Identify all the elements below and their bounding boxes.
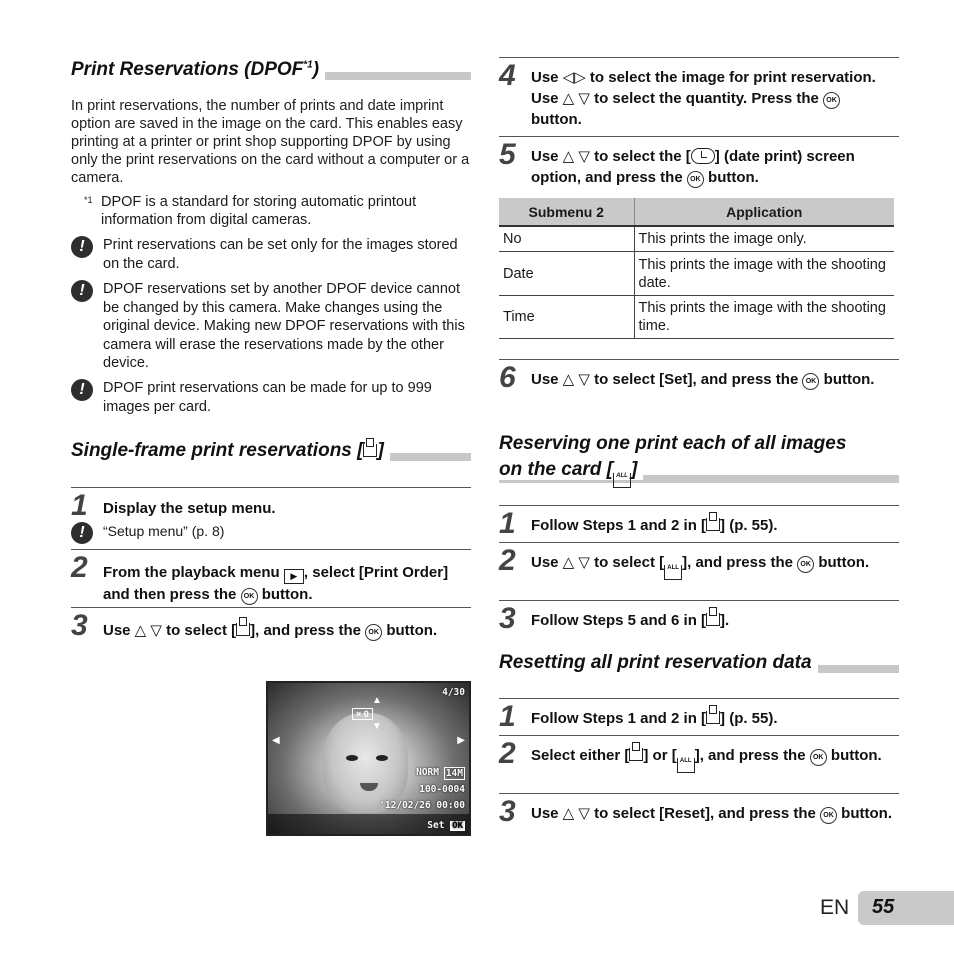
print-icon: [236, 623, 250, 636]
caution-icon: !: [71, 280, 93, 302]
print-icon: [363, 444, 377, 457]
page-number-tab: 55: [858, 891, 954, 925]
single-step-4: 4 Use ◁▷ to select the image for print reservation. Use △ ▽ to select the quantity. Press the OK button.: [499, 57, 899, 136]
play-icon: ▶: [284, 569, 304, 584]
up-arrow-icon: ▲: [372, 695, 382, 706]
left-arrow-icon: ◀: [272, 735, 280, 746]
reset-step-1: 1 Follow Steps 1 and 2 in [ ] (p. 55).: [499, 698, 899, 735]
intro-paragraph: In print reservations, the number of prints and date imprint option are saved in the image on the card. This enables easy printing at a printer or print shop supporting DPOF by using only the print reservations on the card without a computer or a camera.: [71, 98, 470, 186]
single-step-5: 5 Use △ ▽ to select the [ ] (date print) screen option, and press the OK button.: [499, 136, 899, 194]
table-row: Time This prints the image with the shooting time.: [499, 296, 894, 339]
step-number: 1: [499, 700, 516, 733]
print-all-icon: ALL: [677, 758, 695, 773]
step-number: 3: [71, 609, 88, 642]
step-number: 5: [499, 138, 516, 171]
step-number: 3: [499, 795, 516, 828]
ok-button-icon: OK: [802, 373, 819, 390]
image-counter: 4/30: [442, 687, 465, 698]
set-ok-label: Set OK: [427, 820, 463, 831]
heading-print-reservations: Print Reservations (DPOF$^{*1}$): [71, 53, 471, 83]
image-size: 14M: [445, 768, 463, 779]
step-number: 4: [499, 59, 516, 92]
print-quantity: × 0: [352, 708, 373, 720]
print-icon: [706, 518, 720, 531]
file-number: 100-0004: [419, 784, 465, 795]
ok-button-icon: OK: [365, 624, 382, 641]
ok-button-icon: OK: [810, 749, 827, 766]
down-arrow-icon: ▼: [372, 721, 382, 732]
quality-mode: NORM: [416, 767, 439, 778]
step-number: 3: [499, 602, 516, 635]
table-header: Application: [634, 198, 894, 226]
single-step-3: 3 Use △ ▽ to select [ ], and press the OK button.: [71, 607, 471, 667]
date-print-icon: [691, 148, 715, 164]
page-number: [820, 891, 954, 925]
caution-icon: !: [71, 379, 93, 401]
ok-button-icon: OK: [687, 171, 704, 188]
heading-all-images: Reserving one print each of all images on the card [ ALL ]: [499, 431, 899, 485]
print-icon: [629, 748, 643, 761]
reset-step-2: 2 Select either [ ] or [ ALL ], and press the OK button.: [499, 735, 899, 793]
print-icon: [706, 711, 720, 724]
table-row: No This prints the image only.: [499, 226, 894, 252]
print-icon: [706, 613, 720, 626]
footnote: *1 DPOF is a standard for storing automatic printout information from digital cameras.: [84, 194, 417, 228]
table-header-row: [499, 198, 894, 226]
single-step-1: 1 Display the setup menu. ! “Setup menu” (p. 8): [71, 487, 471, 549]
all-step-1: 1 Follow Steps 1 and 2 in [ ] (p. 55).: [499, 505, 899, 542]
step-number: 2: [71, 551, 88, 584]
print-all-icon: ALL: [664, 565, 682, 580]
step-number: 6: [499, 361, 516, 394]
submenu-table: [499, 198, 894, 339]
ok-button-icon: OK: [797, 556, 814, 573]
caution-icon: !: [71, 522, 93, 544]
reset-step-3: 3 Use △ ▽ to select [Reset], and press the OK button.: [499, 793, 899, 851]
ok-button-icon: OK: [823, 92, 840, 109]
step-number: 2: [499, 737, 516, 770]
all-step-3: 3 Follow Steps 5 and 6 in [ ].: [499, 600, 899, 638]
step-number: 2: [499, 544, 516, 577]
caution-icon: !: [71, 236, 93, 258]
right-arrow-icon: ▶: [457, 735, 465, 746]
table-row: Date This prints the image with the shooting date.: [499, 252, 894, 296]
ok-button-icon: OK: [241, 588, 258, 605]
step-number: 1: [71, 489, 88, 522]
single-step-2: 2 From the playback menu ▶ , select [Print Order] and then press the OK button.: [71, 549, 471, 607]
table-header: Submenu 2: [499, 198, 634, 226]
language-label: EN: [820, 896, 850, 919]
shooting-date: '12/02/26 00:00: [379, 800, 465, 811]
heading-reset: Resetting all print reservation data: [499, 650, 899, 676]
step-number: 1: [499, 507, 516, 540]
all-step-2: 2 Use △ ▽ to select [ ALL ], and press the OK button.: [499, 542, 899, 600]
heading-single-frame: Single-frame print reservations [ ]: [71, 438, 471, 464]
single-step-6: 6 Use △ ▽ to select [Set], and press the OK button.: [499, 359, 899, 421]
print-all-icon: ALL: [613, 473, 631, 488]
ok-button-icon: OK: [820, 807, 837, 824]
camera-screen-image: [266, 681, 471, 836]
